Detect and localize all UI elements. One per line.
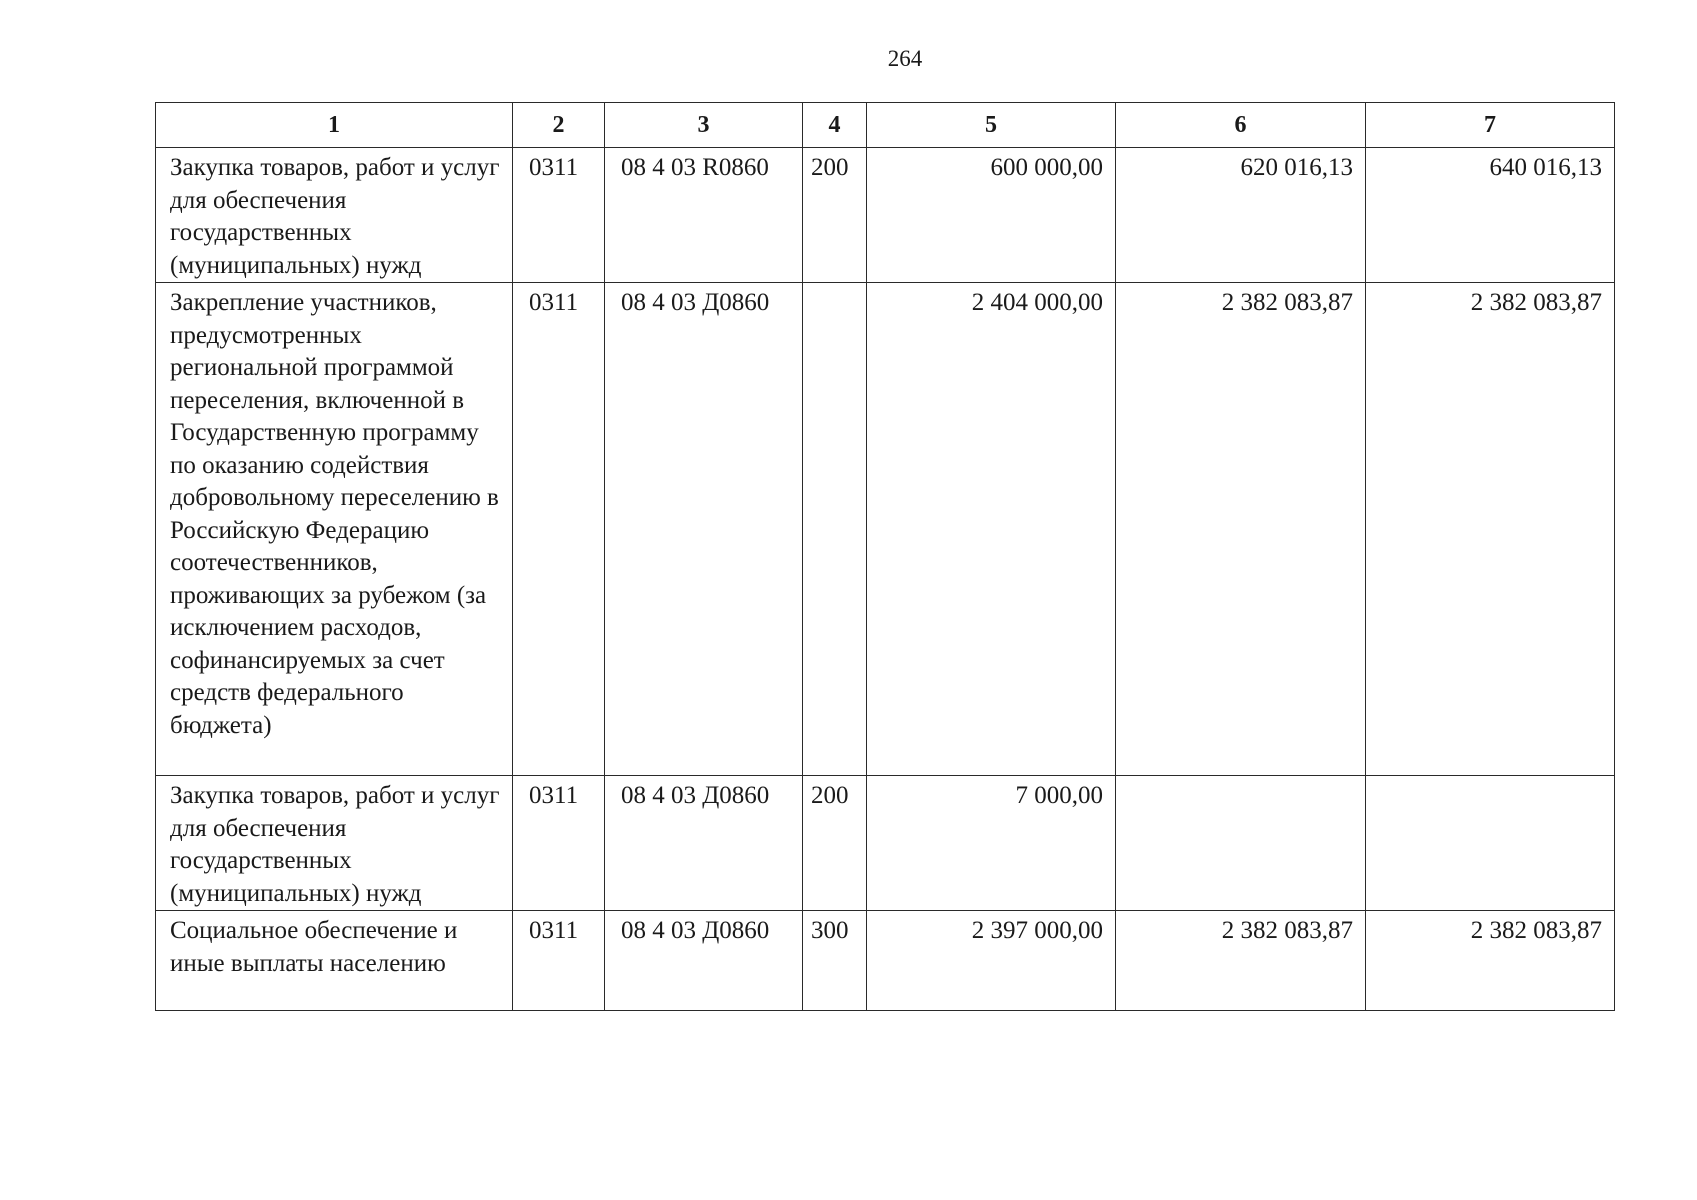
row-value-6 xyxy=(1116,776,1366,911)
row-value-6: 2 382 083,87 xyxy=(1116,283,1366,776)
table-row xyxy=(156,911,1615,1011)
row-value-5: 2 404 000,00 xyxy=(867,283,1116,776)
header-cell: 2 xyxy=(513,103,605,148)
row-target-code: 08 4 03 Д0860 xyxy=(605,776,803,911)
table-row xyxy=(156,776,1615,911)
table-row xyxy=(156,283,1615,776)
row-value-5: 2 397 000,00 xyxy=(867,911,1116,1011)
row-target-code: 08 4 03 R0860 xyxy=(605,148,803,283)
row-value-5: 7 000,00 xyxy=(867,776,1116,911)
header-cell: 5 xyxy=(867,103,1116,148)
row-value-7 xyxy=(1366,776,1615,911)
header-cell: 7 xyxy=(1366,103,1615,148)
header-row xyxy=(156,103,1615,148)
row-value-7: 640 016,13 xyxy=(1366,148,1615,283)
row-expense-type: 200 xyxy=(803,776,867,911)
header-cell: 6 xyxy=(1116,103,1366,148)
header-cell: 4 xyxy=(803,103,867,148)
page-number: 264 xyxy=(887,46,923,71)
budget-table xyxy=(155,102,1615,1011)
row-name: Закупка товаров, работ и услуг для обеспечения государственных (муниципальных) нужд xyxy=(156,776,513,911)
row-target-code: 08 4 03 Д0860 xyxy=(605,911,803,1011)
row-name: Закупка товаров, работ и услуг для обеспечения государственных (муниципальных) нужд xyxy=(156,148,513,283)
header-cell: 1 xyxy=(156,103,513,148)
row-expense-type: 200 xyxy=(803,148,867,283)
table-row xyxy=(156,148,1615,283)
row-section-code: 0311 xyxy=(513,911,605,1011)
row-target-code: 08 4 03 Д0860 xyxy=(605,283,803,776)
row-value-7: 2 382 083,87 xyxy=(1366,911,1615,1011)
row-expense-type: 300 xyxy=(803,911,867,1011)
row-value-6: 620 016,13 xyxy=(1116,148,1366,283)
row-expense-type xyxy=(803,283,867,776)
header-cell: 3 xyxy=(605,103,803,148)
row-name: Социальное обеспечение и иные выплаты населению xyxy=(156,911,513,1011)
row-section-code: 0311 xyxy=(513,148,605,283)
row-name: Закрепление участников, предусмотренных региональной программой переселения, включенной в Государственную программу по оказанию содействия добровольному переселению в Российскую Федерацию соотечественников, проживающих за рубежом (за исключением расходов, софинансируемых за счет средств федерального бюджета) xyxy=(156,283,513,776)
row-section-code: 0311 xyxy=(513,776,605,911)
row-value-7: 2 382 083,87 xyxy=(1366,283,1615,776)
row-section-code: 0311 xyxy=(513,283,605,776)
row-value-5: 600 000,00 xyxy=(867,148,1116,283)
row-value-6: 2 382 083,87 xyxy=(1116,911,1366,1011)
